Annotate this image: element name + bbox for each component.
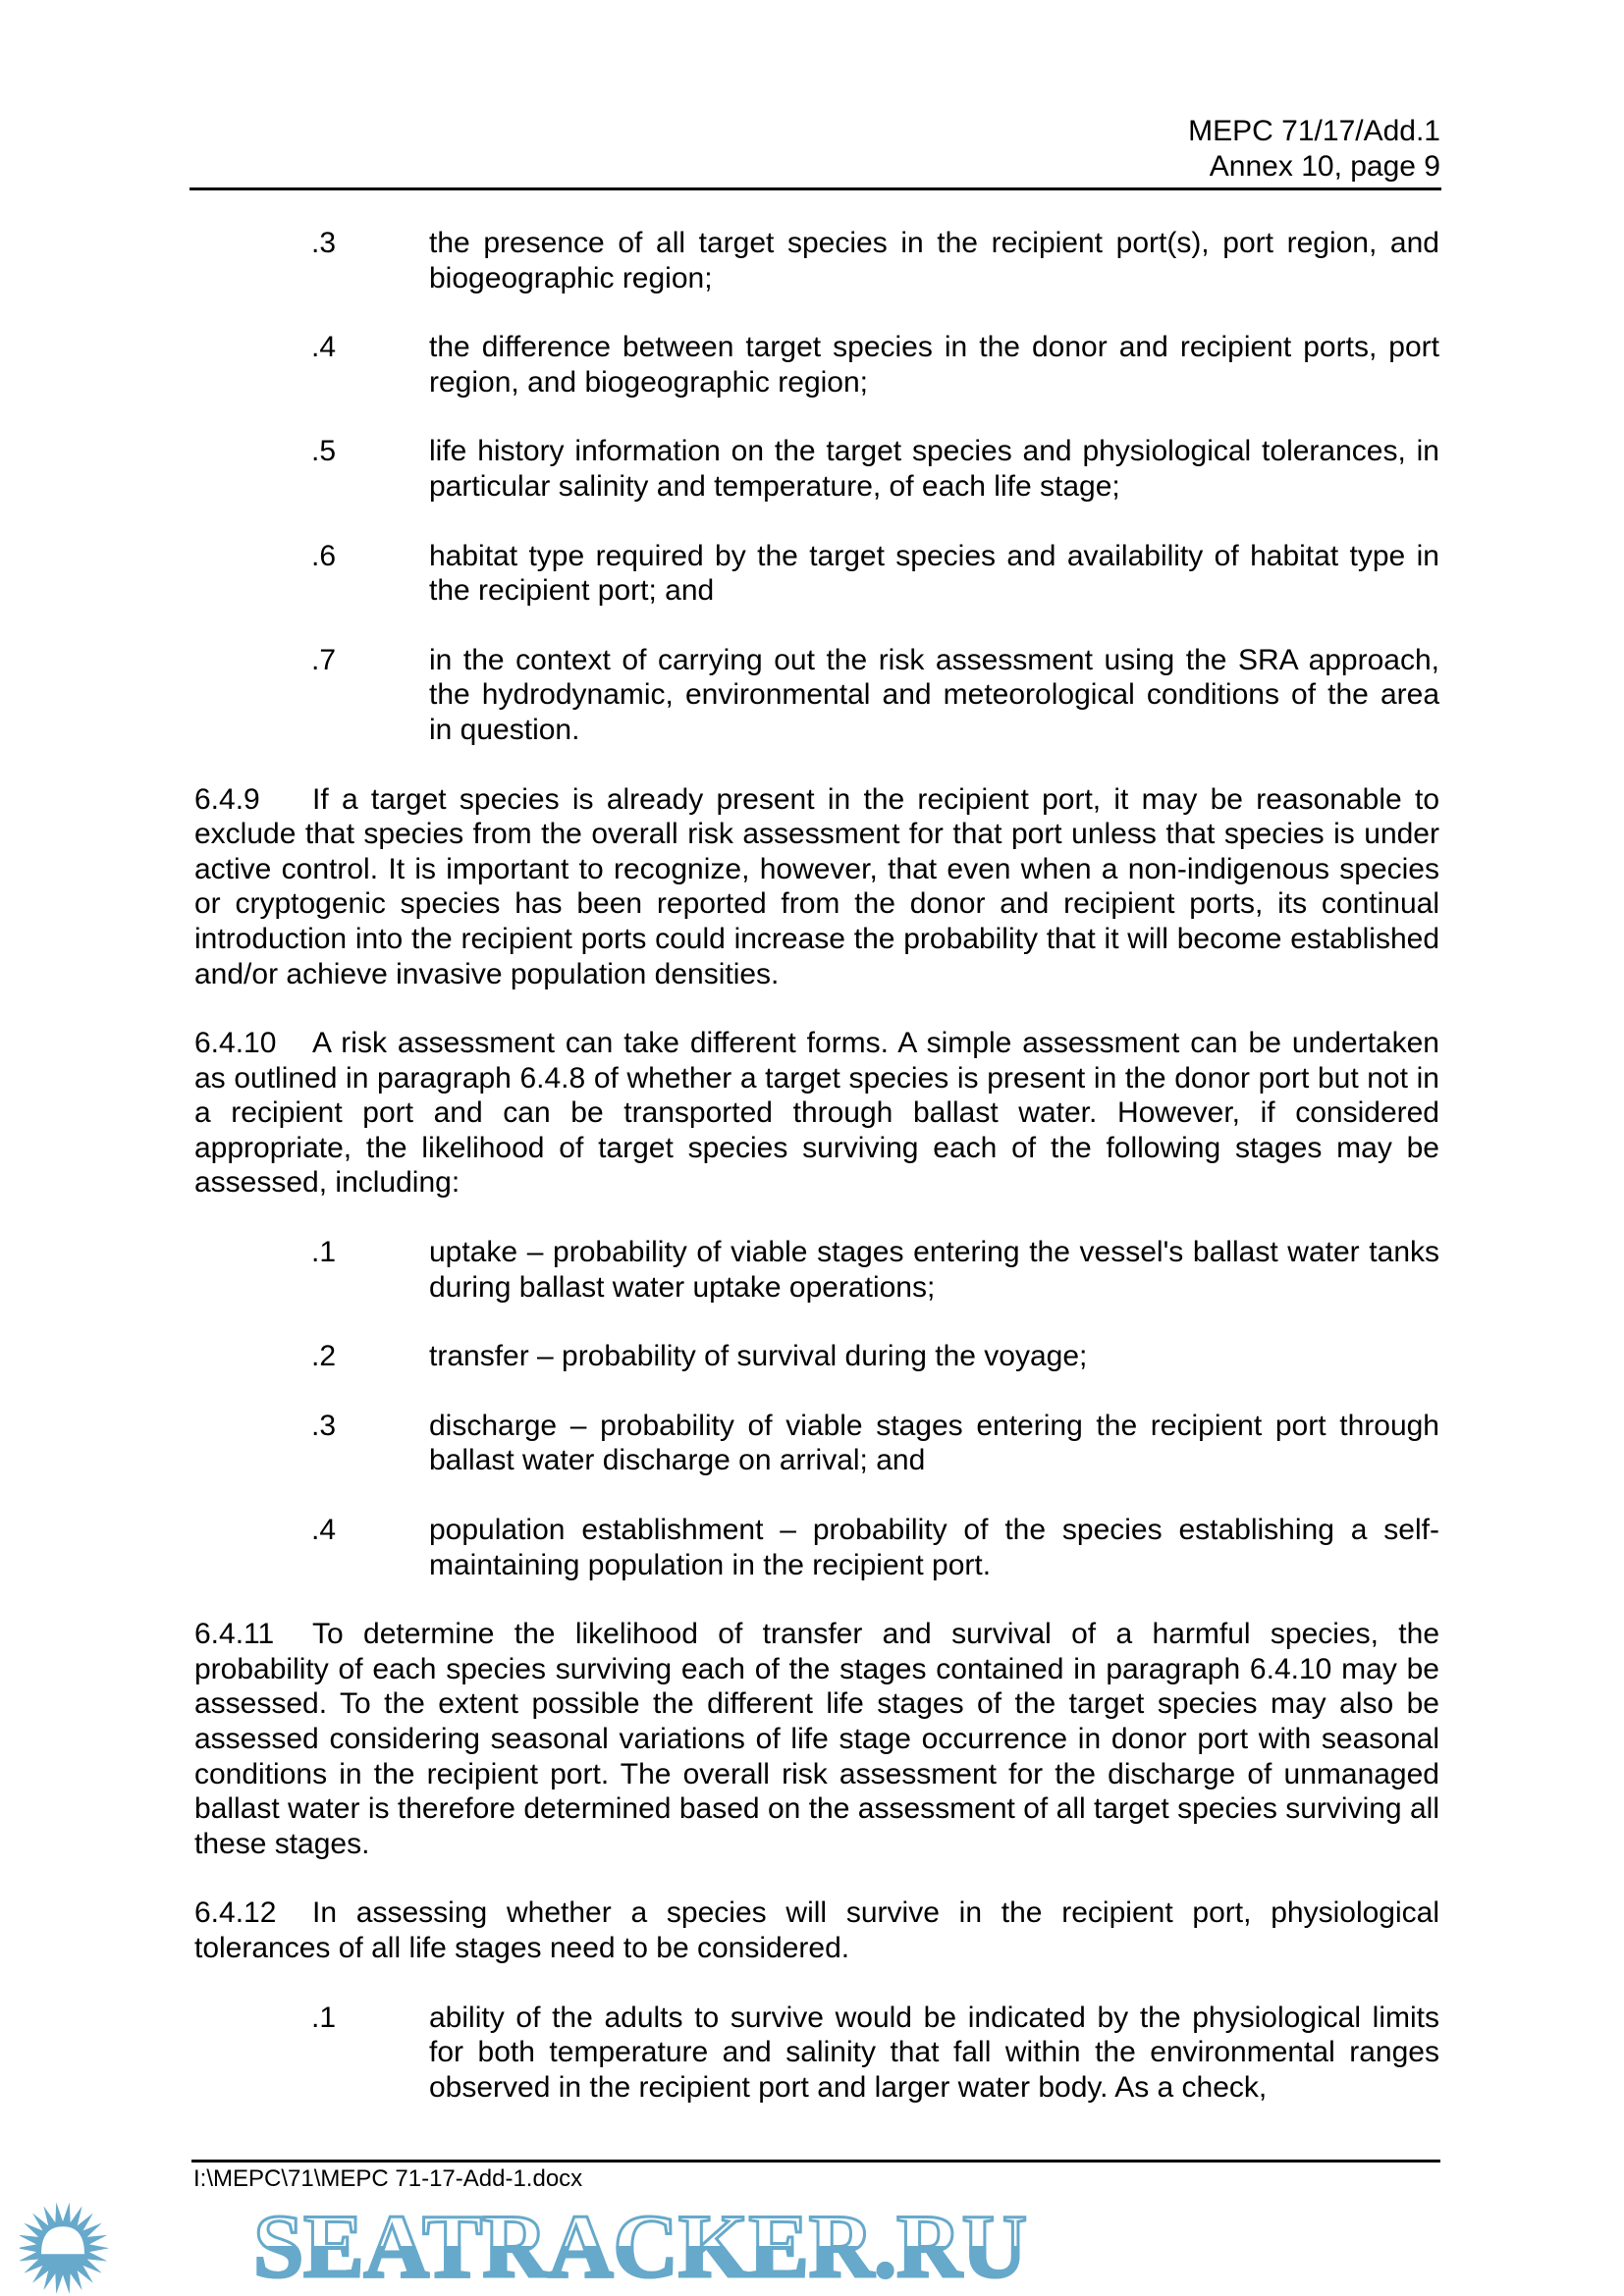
list-item-text: the presence of all target species in the recipient port(s), port region, and biogeographic region; bbox=[429, 227, 1439, 294]
paragraph-text: In assessing whether a species will survive in the recipient port, physiological tolerances of all life stages need to be considered. bbox=[194, 1896, 1439, 1964]
watermark-logo-text: SEATRACKER.RU bbox=[253, 2196, 1028, 2296]
list-item bbox=[194, 226, 1439, 295]
list-item-number: .6 bbox=[311, 539, 337, 572]
list-item-text: the difference between target species in the donor and recipient ports, port region, and biogeographic region; bbox=[429, 331, 1439, 399]
paragraph bbox=[194, 1026, 1439, 1201]
list-item bbox=[194, 1339, 1439, 1374]
paragraph bbox=[194, 1617, 1439, 1861]
paragraph-text: If a target species is already present in the recipient port, it may be reasonable to exclude that species from the overall risk assessment for that port unless that species is under active control. It is important to recognize, however, that even when a non-indigenous species or cryptogenic species has been reported from the donor and recipient ports, its continual introduction into the recipient ports could increase the probability that it will become established and/or achieve invasive population densities. bbox=[194, 782, 1439, 990]
list-item-number: .1 bbox=[311, 2001, 337, 2034]
list-item-text: uptake – probability of viable stages entering the vessel's ballast water tanks during ballast water uptake operations; bbox=[429, 1236, 1439, 1304]
list-item-text: ability of the adults to survive would be indicated by the physiological limits for both temperature and salinity that fall within the environmental ranges observed in the recipient port and larger water body. As a check, bbox=[429, 2001, 1439, 2104]
footer-file-path: I:\MEPC\71\MEPC 71-17-Add-1.docx bbox=[193, 2165, 583, 2192]
list-item bbox=[194, 643, 1439, 748]
list-item-text: population establishment – probability of the species establishing a self-maintaining population in the recipient port. bbox=[429, 1514, 1439, 1581]
list-item bbox=[194, 1235, 1439, 1305]
paragraph bbox=[194, 782, 1439, 992]
document-body bbox=[194, 226, 1439, 2139]
list-item-number: .4 bbox=[311, 331, 337, 364]
paragraph-number: 6.4.10 bbox=[194, 1027, 277, 1060]
list-item-text: discharge – probability of viable stages entering the recipient port through ballast water discharge on arrival; and bbox=[429, 1409, 1439, 1477]
list-item-number: .5 bbox=[311, 435, 337, 468]
list-item bbox=[194, 1409, 1439, 1478]
list-item-text: transfer – probability of survival during the voyage; bbox=[429, 1340, 1088, 1373]
paragraph-text: A risk assessment can take different forms. A simple assessment can be undertaken as outlined in paragraph 6.4.8 of whether a target species is present in the donor port but not in a recipient port and can be transported through ballast water. However, if considered appropriate, the likelihood of target species surviving each of the following stages may be assessed, including: bbox=[194, 1027, 1439, 1200]
list-item bbox=[194, 330, 1439, 400]
list-item-number: .7 bbox=[311, 643, 337, 676]
list-item-text: habitat type required by the target species and availability of habitat type in the recipient port; and bbox=[429, 539, 1439, 608]
list-item bbox=[194, 2001, 1439, 2106]
paragraph-number: 6.4.11 bbox=[194, 1618, 275, 1651]
list-item-number: .2 bbox=[311, 1340, 337, 1373]
header-rule bbox=[189, 187, 1441, 190]
list-item bbox=[194, 1513, 1439, 1582]
list-item-number: .4 bbox=[311, 1514, 337, 1547]
list-item-text: life history information on the target species and physiological tolerances, in particular salinity and temperature, of each life stage; bbox=[429, 435, 1439, 503]
document-reference: MEPC 71/17/Add.1 bbox=[1188, 115, 1440, 147]
list-item-number: .3 bbox=[311, 1409, 337, 1442]
list-item-text: in the context of carrying out the risk assessment using the SRA approach, the hydrodynamic, environmental and meteorological conditions of the area in question. bbox=[429, 643, 1439, 746]
list-item bbox=[194, 539, 1439, 609]
page-reference: Annex 10, page 9 bbox=[1209, 150, 1440, 183]
footer-rule bbox=[191, 2160, 1440, 2163]
watermark-sun-icon bbox=[20, 2199, 118, 2293]
paragraph bbox=[194, 1896, 1439, 1965]
paragraph-number: 6.4.12 bbox=[194, 1896, 277, 1930]
paragraph-number: 6.4.9 bbox=[194, 782, 260, 816]
list-item bbox=[194, 434, 1439, 504]
list-item-number: .3 bbox=[311, 227, 337, 259]
list-item-number: .1 bbox=[311, 1236, 337, 1269]
paragraph-text: To determine the likelihood of transfer and survival of a harmful species, the probability of each species surviving each of the stages contained in paragraph 6.4.10 may be assessed. To the extent possible the different life stages of the target species may also be assessed considering seasonal variations of life stage occurrence in donor port with seasonal conditions in the recipient port. The overall risk assessment for the discharge of unmanaged ballast water is therefore determined based on the assessment of all target species surviving all these stages. bbox=[194, 1618, 1439, 1860]
page-header bbox=[1188, 114, 1440, 185]
